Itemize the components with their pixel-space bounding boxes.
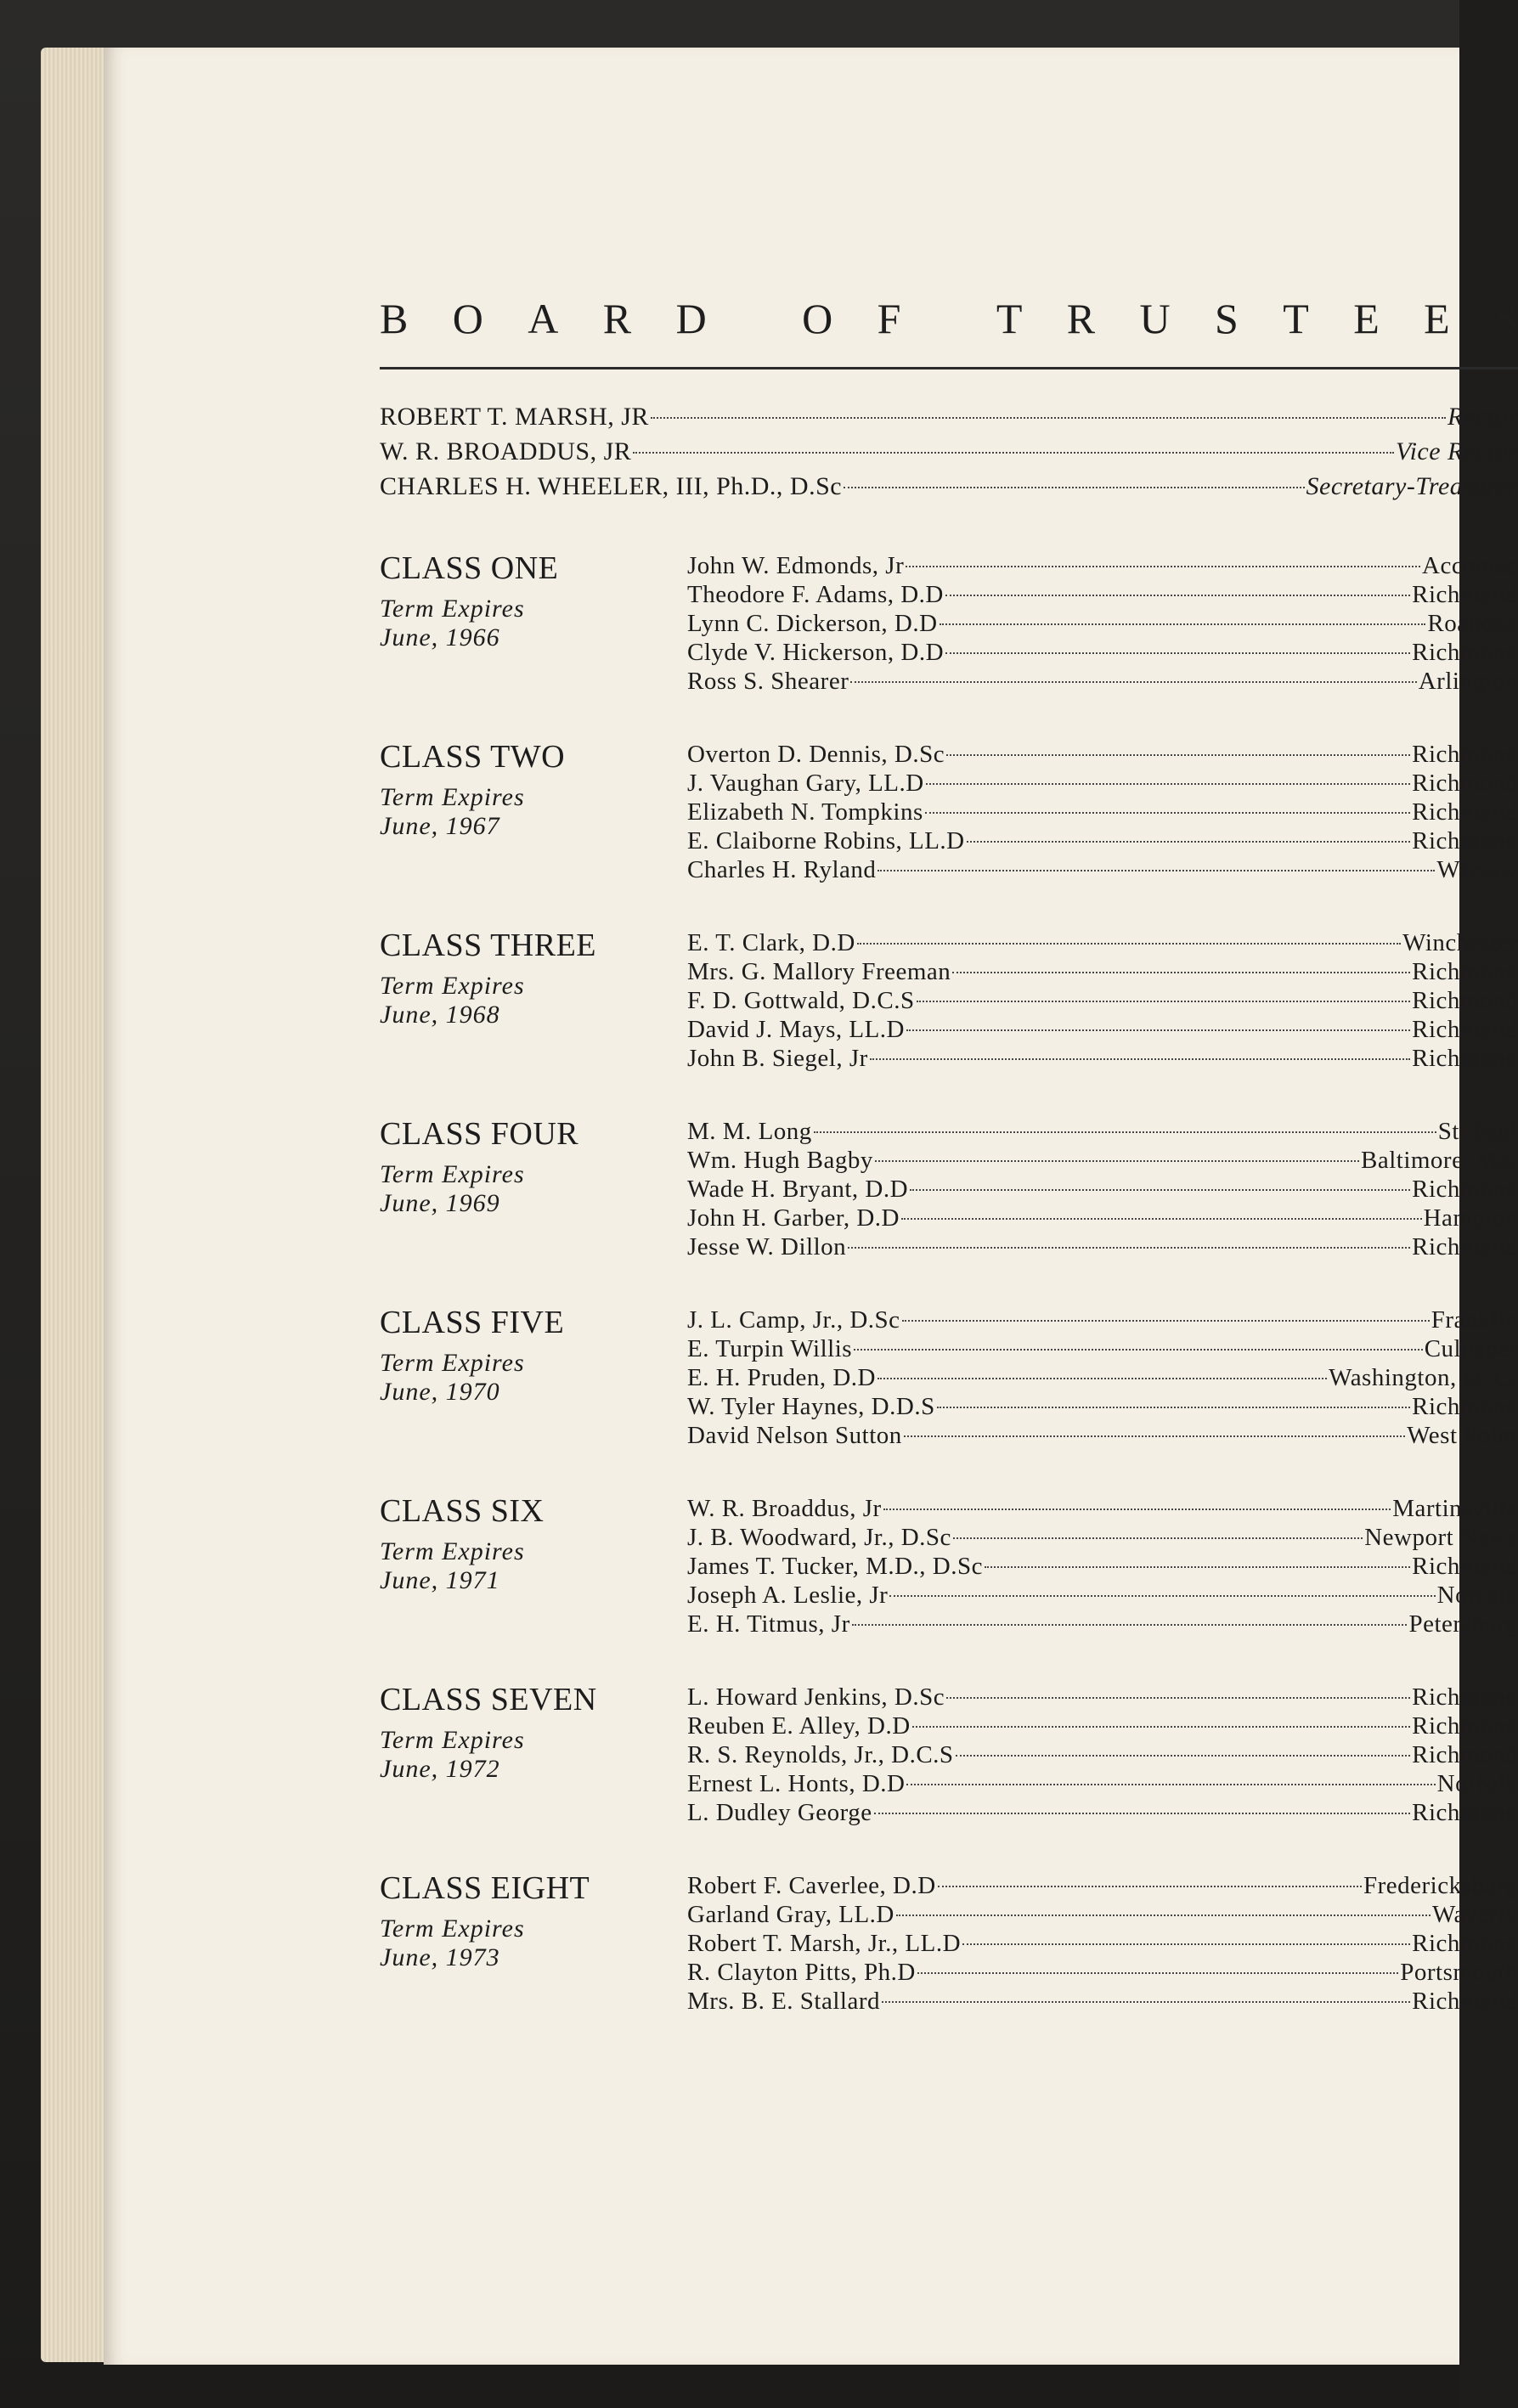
member-place: Richmond: [1412, 827, 1518, 854]
member-name: Elizabeth N. Tompkins: [687, 798, 923, 826]
term-label: Term Expires: [380, 972, 525, 1000]
class-block: [380, 549, 1518, 727]
class-name: CLASS ONE: [380, 550, 559, 586]
member-name: W. Tyler Haynes, D.D.S: [687, 1393, 935, 1420]
member-place: Richmond: [1412, 987, 1518, 1014]
member-place: Culpeper: [1424, 1335, 1518, 1362]
title-letter: B: [380, 295, 409, 342]
title-rule: [380, 367, 1518, 369]
member-row: [687, 668, 1518, 696]
member-row: [687, 1233, 1518, 1262]
class-block: [380, 1680, 1518, 1858]
officer-row: [380, 472, 1518, 507]
member-name: Mrs. B. E. Stallard: [687, 1988, 880, 2015]
leader-dots: [878, 870, 1435, 871]
member-name: David Nelson Sutton: [687, 1422, 902, 1449]
member-place: Petersburg: [1408, 1610, 1518, 1638]
officer-role: Secretary-Treasurer: [1306, 472, 1518, 500]
member-row: [687, 929, 1518, 958]
class-heading: [380, 1303, 660, 1407]
title-letter: S: [1494, 295, 1518, 342]
members-list: [687, 1495, 1518, 1639]
leader-dots: [852, 1624, 1408, 1626]
member-place: Winchester: [1402, 929, 1518, 956]
class-heading: [380, 1492, 660, 1595]
member-place: Norfolk: [1436, 1582, 1518, 1609]
member-place: Martinsville: [1392, 1495, 1518, 1522]
member-row: [687, 856, 1518, 885]
leader-dots: [850, 681, 1416, 683]
member-row: [687, 581, 1518, 610]
member-place: Richmond: [1412, 770, 1518, 797]
member-name: Overton D. Dennis, D.Sc: [687, 741, 945, 768]
member-row: [687, 610, 1518, 639]
term-label: Term Expires: [380, 1726, 525, 1754]
member-name: J. B. Woodward, Jr., D.Sc: [687, 1524, 951, 1551]
class-heading: [380, 737, 660, 841]
leader-dots: [925, 812, 1410, 814]
page-title: [380, 294, 1518, 343]
member-place: Hampton: [1423, 1204, 1518, 1232]
member-place: Richmond: [1412, 1741, 1518, 1768]
class-heading: [380, 1114, 660, 1218]
term-date: June, 1969: [380, 1189, 500, 1217]
member-row: [687, 1393, 1518, 1422]
leader-dots: [953, 1537, 1363, 1539]
members-list: [687, 1872, 1518, 2016]
member-name: Robert F. Caverlee, D.D: [687, 1872, 936, 1899]
member-name: E. H. Pruden, D.D: [687, 1364, 876, 1391]
member-row: [687, 1901, 1518, 1930]
member-name: F. D. Gottwald, D.C.S: [687, 987, 915, 1014]
member-name: John W. Edmonds, Jr: [687, 552, 905, 579]
leader-dots: [875, 1160, 1359, 1162]
member-place: Richmond: [1412, 639, 1518, 666]
class-name: CLASS SEVEN: [380, 1682, 597, 1717]
member-row: [687, 1335, 1518, 1364]
leader-dots: [945, 595, 1410, 596]
member-name: Robert T. Marsh, Jr., LL.D: [687, 1930, 962, 1957]
class-name: CLASS FOUR: [380, 1116, 579, 1152]
member-place: Richmond: [1412, 1930, 1518, 1957]
member-row: [687, 1176, 1518, 1204]
member-place: Arlington: [1418, 668, 1518, 695]
member-name: Mrs. G. Mallory Freeman: [687, 958, 951, 985]
member-place: Franklin: [1431, 1306, 1518, 1334]
member-row: [687, 1524, 1518, 1553]
member-place: Waverly: [1431, 1901, 1518, 1928]
member-row: [687, 1553, 1518, 1582]
term-date: June, 1971: [380, 1566, 500, 1594]
member-name: Theodore F. Adams, D.D: [687, 581, 944, 608]
members-list: [687, 929, 1518, 1074]
member-name: Lynn C. Dickerson, D.D: [687, 610, 938, 637]
member-row: [687, 1872, 1518, 1901]
member-row: [687, 741, 1518, 770]
title-letter: U: [1139, 295, 1171, 342]
member-name: Charles H. Ryland: [687, 856, 877, 883]
term-date: June, 1973: [380, 1943, 500, 1971]
title-letter: R: [1066, 295, 1096, 342]
leader-dots: [937, 1407, 1410, 1408]
leader-dots: [967, 841, 1411, 843]
term-date: June, 1970: [380, 1378, 500, 1406]
members-list: [687, 1306, 1518, 1451]
term-date: June, 1968: [380, 1001, 500, 1029]
title-letter: T: [996, 295, 1023, 342]
class-name: CLASS EIGHT: [380, 1870, 590, 1906]
class-heading: [380, 549, 660, 652]
member-row: [687, 1770, 1518, 1799]
class-heading: [380, 1869, 660, 1972]
title-letter: A: [528, 295, 559, 342]
title-letter: E: [1424, 295, 1450, 342]
class-name: CLASS TWO: [380, 739, 566, 775]
member-name: John H. Garber, D.D: [687, 1204, 900, 1232]
leader-dots: [985, 1566, 1410, 1568]
term-date: June, 1972: [380, 1755, 500, 1783]
member-place: West Point: [1407, 1422, 1518, 1449]
class-heading: [380, 926, 660, 1029]
member-place: Richmond: [1412, 1988, 1518, 2015]
member-name: E. T. Clark, D.D: [687, 929, 855, 956]
leader-dots: [952, 972, 1410, 973]
member-name: Wm. Hugh Bagby: [687, 1147, 873, 1174]
leader-dots: [844, 487, 1304, 488]
leader-dots: [870, 1058, 1410, 1060]
member-place: Richmond: [1412, 1683, 1518, 1711]
leader-dots: [904, 1435, 1405, 1437]
term-label: Term Expires: [380, 1537, 525, 1565]
officer-name: CHARLES H. WHEELER, III, Ph.D., D.Sc: [380, 472, 843, 500]
member-row: [687, 987, 1518, 1016]
page-edges: [41, 48, 110, 2362]
class-name: CLASS THREE: [380, 928, 597, 963]
term-label: Term Expires: [380, 1915, 525, 1943]
officer-name: ROBERT T. MARSH, JR: [380, 403, 649, 431]
member-row: [687, 958, 1518, 987]
leader-dots: [651, 417, 1446, 419]
member-name: L. Dudley George: [687, 1799, 872, 1826]
title-letter: R: [602, 295, 632, 342]
leader-dots: [848, 1247, 1410, 1249]
term-label: Term Expires: [380, 595, 525, 623]
member-name: Wade H. Bryant, D.D: [687, 1176, 909, 1203]
members-list: [687, 741, 1518, 885]
class-block: [380, 926, 1518, 1104]
member-name: L. Howard Jenkins, D.Sc: [687, 1683, 945, 1711]
member-place: Newport News: [1364, 1524, 1518, 1551]
leader-dots: [946, 1697, 1410, 1699]
member-name: James T. Tucker, M.D., D.Sc: [687, 1553, 983, 1580]
term-date: June, 1967: [380, 812, 500, 840]
member-row: [687, 1799, 1518, 1828]
member-place: Portsmouth: [1400, 1959, 1518, 1986]
member-name: M. M. Long: [687, 1118, 812, 1145]
leader-dots: [857, 943, 1401, 945]
member-name: E. H. Titmus, Jr: [687, 1610, 850, 1638]
leader-dots: [917, 1001, 1411, 1002]
officer-role: Rector: [1447, 403, 1518, 431]
leader-dots: [906, 1784, 1435, 1785]
title-letter: E: [1353, 295, 1380, 342]
member-row: [687, 639, 1518, 668]
member-name: Clyde V. Hickerson, D.D: [687, 639, 945, 666]
officers-list: [380, 403, 1518, 507]
leader-dots: [938, 1886, 1362, 1887]
class-block: [380, 1114, 1518, 1293]
member-place: Fredericksburg: [1363, 1872, 1518, 1899]
member-name: Reuben E. Alley, D.D: [687, 1712, 911, 1740]
member-row: [687, 1147, 1518, 1176]
officer-row: [380, 437, 1518, 472]
member-place: Richmond: [1412, 798, 1518, 826]
leader-dots: [874, 1813, 1411, 1814]
class-block: [380, 1303, 1518, 1481]
member-name: J. Vaughan Gary, LL.D: [687, 770, 924, 797]
member-row: [687, 1204, 1518, 1233]
class-block: [380, 1492, 1518, 1670]
member-place: Norfolk: [1436, 1770, 1518, 1797]
class-heading: [380, 1680, 660, 1784]
member-row: [687, 1422, 1518, 1451]
member-row: [687, 827, 1518, 856]
leader-dots: [945, 652, 1410, 654]
member-row: [687, 1045, 1518, 1074]
member-name: E. Claiborne Robins, LL.D: [687, 827, 965, 854]
member-place: Richmond: [1412, 1799, 1518, 1826]
member-row: [687, 1712, 1518, 1741]
member-name: Garland Gray, LL.D: [687, 1901, 894, 1928]
member-row: [687, 1988, 1518, 2016]
leader-dots: [814, 1131, 1436, 1133]
member-place: Warsaw: [1436, 856, 1518, 883]
member-place: Richmond: [1412, 1233, 1518, 1260]
member-place: Baltimore, Md.: [1360, 1147, 1518, 1174]
member-row: [687, 1582, 1518, 1610]
member-row: [687, 1930, 1518, 1959]
member-place: Richmond: [1412, 1712, 1518, 1740]
member-place: Richmond: [1412, 1016, 1518, 1043]
member-row: [687, 1016, 1518, 1045]
leader-dots: [902, 1320, 1430, 1322]
member-row: [687, 798, 1518, 827]
member-place: Richmond: [1412, 581, 1518, 608]
leader-dots: [962, 1943, 1410, 1945]
member-place: Roanoke: [1427, 610, 1518, 637]
page: [104, 48, 1518, 2365]
officer-name: W. R. BROADDUS, JR: [380, 437, 632, 465]
members-list: [687, 552, 1518, 696]
member-row: [687, 1495, 1518, 1524]
member-place: St. Paul: [1437, 1118, 1518, 1145]
title-letter: T: [1283, 295, 1309, 342]
leader-dots: [854, 1349, 1423, 1351]
member-name: John B. Siegel, Jr: [687, 1045, 868, 1072]
member-place: Richmond: [1412, 741, 1518, 768]
member-name: Jesse W. Dillon: [687, 1233, 847, 1260]
members-list: [687, 1118, 1518, 1262]
class-name: CLASS FIVE: [380, 1305, 565, 1340]
leader-dots: [896, 1915, 1431, 1916]
leader-dots: [901, 1218, 1422, 1220]
member-row: [687, 770, 1518, 798]
leader-dots: [917, 1972, 1398, 1974]
member-row: [687, 1610, 1518, 1639]
title-letter: F: [877, 295, 901, 342]
member-row: [687, 1364, 1518, 1393]
class-block: [380, 1869, 1518, 2047]
member-name: E. Turpin Willis: [687, 1335, 853, 1362]
member-row: [687, 1741, 1518, 1770]
member-name: R. Clayton Pitts, Ph.D: [687, 1959, 916, 1986]
leader-dots: [910, 1189, 1410, 1191]
leader-dots: [883, 1509, 1391, 1510]
term-date: June, 1966: [380, 623, 500, 651]
member-name: David J. Mays, LL.D: [687, 1016, 905, 1043]
leader-dots: [940, 623, 1426, 625]
member-row: [687, 1306, 1518, 1335]
class-name: CLASS SIX: [380, 1493, 545, 1529]
member-row: [687, 1683, 1518, 1712]
member-name: Joseph A. Leslie, Jr: [687, 1582, 889, 1609]
member-row: [687, 552, 1518, 581]
member-place: Richmond: [1412, 1176, 1518, 1203]
leader-dots: [882, 2001, 1410, 2003]
leader-dots: [912, 1726, 1411, 1728]
members-list: [687, 1683, 1518, 1828]
leader-dots: [946, 754, 1410, 756]
term-label: Term Expires: [380, 783, 525, 811]
term-label: Term Expires: [380, 1160, 525, 1188]
title-letter: D: [675, 295, 707, 342]
leader-dots: [878, 1378, 1327, 1379]
class-block: [380, 737, 1518, 916]
member-name: Ross S. Shearer: [687, 668, 849, 695]
member-row: [687, 1959, 1518, 1988]
leader-dots: [906, 566, 1420, 567]
officer-role: Vice Rector: [1395, 437, 1518, 465]
member-place: Washington, D. C.: [1329, 1364, 1518, 1391]
member-name: Ernest L. Honts, D.D: [687, 1770, 906, 1797]
member-place: Richmond: [1412, 1553, 1518, 1580]
member-place: Accomac: [1422, 552, 1518, 579]
leader-dots: [889, 1595, 1435, 1597]
officer-row: [380, 403, 1518, 437]
leader-dots: [926, 783, 1410, 785]
term-label: Term Expires: [380, 1349, 525, 1377]
title-letter: O: [452, 295, 483, 342]
member-place: Richmond: [1412, 958, 1518, 985]
member-row: [687, 1118, 1518, 1147]
member-place: Richmond: [1412, 1393, 1518, 1420]
member-place: Richmond: [1412, 1045, 1518, 1072]
title-letter: S: [1215, 295, 1239, 342]
member-name: R. S. Reynolds, Jr., D.C.S: [687, 1741, 954, 1768]
member-name: J. L. Camp, Jr., D.Sc: [687, 1306, 900, 1334]
leader-dots: [956, 1755, 1411, 1757]
member-name: W. R. Broaddus, Jr: [687, 1495, 882, 1522]
leader-dots: [906, 1029, 1410, 1031]
title-letter: O: [802, 295, 833, 342]
leader-dots: [633, 452, 1394, 454]
